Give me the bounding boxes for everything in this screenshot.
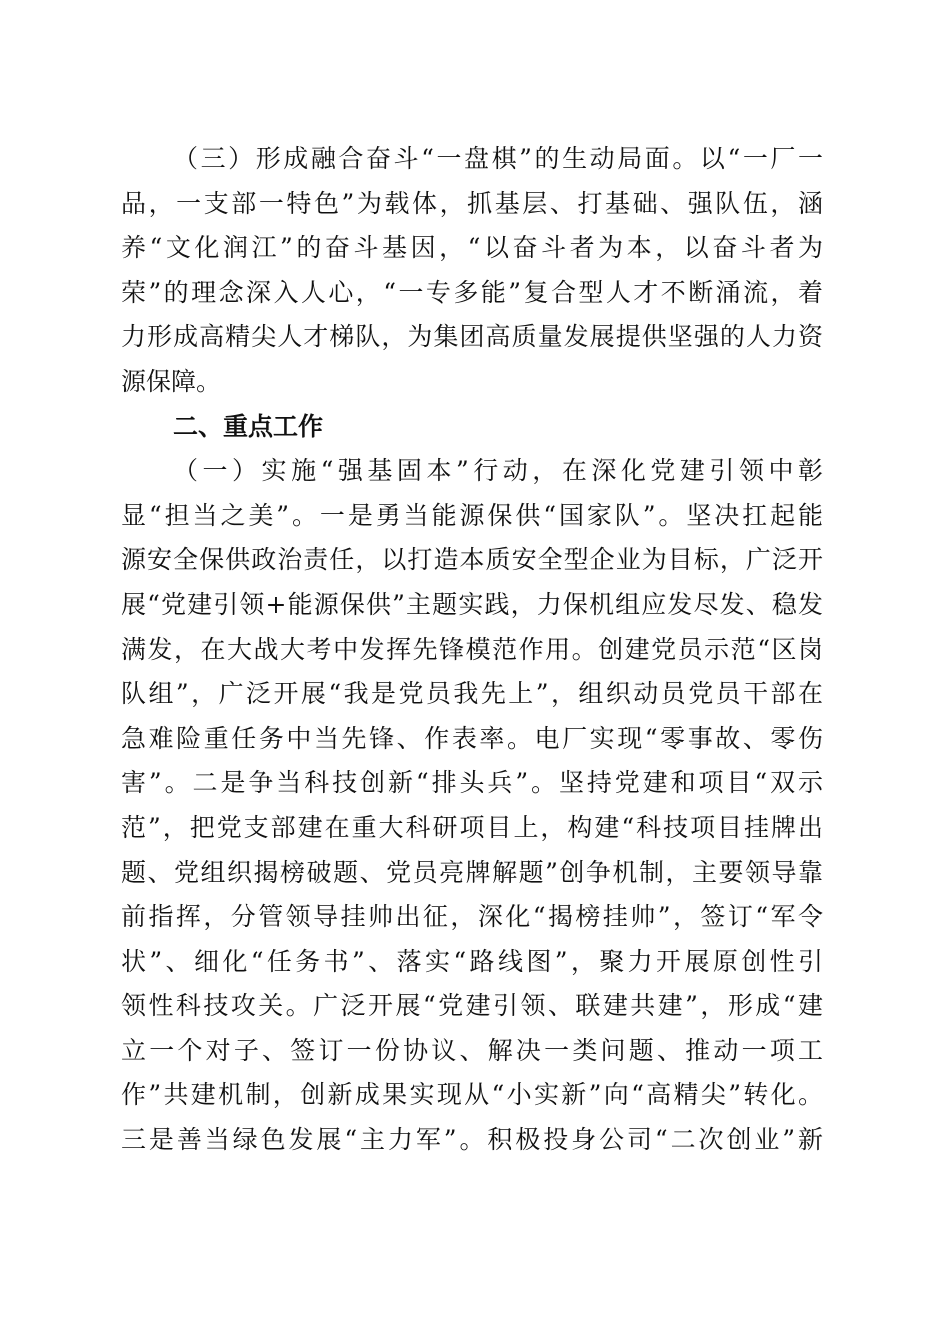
text-line: 三是善当绿色发展“主力军”。积极投身公司“二次创业”新	[121, 1125, 823, 1155]
paragraph-section-one	[121, 449, 823, 1163]
text-line: 满发，在大战大考中发挥先锋模范作用。创建党员示范“区岗	[121, 634, 823, 664]
document-page	[121, 137, 823, 1163]
text-line: 状”、细化“任务书”、落实“路线图”，聚力开展原创性引	[121, 946, 823, 976]
text-line: 害”。二是争当科技创新“排头兵”。坚持党建和项目“双示	[121, 768, 823, 798]
text-line: 展“党建引领+能源保供”主题实践，力保机组应发尽发、稳发	[121, 589, 823, 619]
text-line: （一）实施“强基固本”行动，在深化党建引领中彰	[173, 456, 823, 486]
text-line: 范”，把党支部建在重大科研项目上，构建“科技项目挂牌出	[121, 812, 823, 842]
text-line: 养“文化润江”的奋斗基因，“以奋斗者为本，以奋斗者为	[121, 233, 823, 263]
text-line: 作”共建机制，创新成果实现从“小实新”向“高精尖”转化。	[121, 1080, 823, 1110]
paragraph-section-three	[121, 137, 823, 405]
section-heading: 二、重点工作	[173, 411, 324, 441]
text-line: 荣”的理念深入人心，“一专多能”复合型人才不断涌流，着	[121, 277, 823, 307]
text-line: 品，一支部一特色”为载体，抓基层、打基础、强队伍，涵	[121, 188, 823, 218]
text-line: 题、党组织揭榜破题、党员亮牌解题”创争机制，主要领导靠	[121, 857, 823, 887]
text-line: 队组”，广泛开展“我是党员我先上”，组织动员党员干部在	[121, 679, 823, 709]
text-line: 源安全保供政治责任，以打造本质安全型企业为目标，广泛开	[121, 545, 823, 575]
text-line: 力形成高精尖人才梯队，为集团高质量发展提供坚强的人力资	[121, 322, 823, 352]
text-line: 源保障。	[121, 366, 222, 396]
text-line: 领性科技攻关。广泛开展“党建引领、联建共建”，形成“建	[121, 991, 823, 1021]
text-line: 前指挥，分管领导挂帅出征，深化“揭榜挂帅”，签订“军令	[121, 902, 823, 932]
text-line: （三）形成融合奋斗“一盘棋”的生动局面。以“一厂一	[173, 144, 823, 173]
text-line: 立一个对子、签订一份协议、解决一类问题、推动一项工	[121, 1035, 823, 1065]
text-line: 显“担当之美”。一是勇当能源保供“国家队”。坚决扛起能	[121, 500, 823, 530]
text-line: 急难险重任务中当先锋、作表率。电厂实现“零事故、零伤	[121, 723, 823, 753]
